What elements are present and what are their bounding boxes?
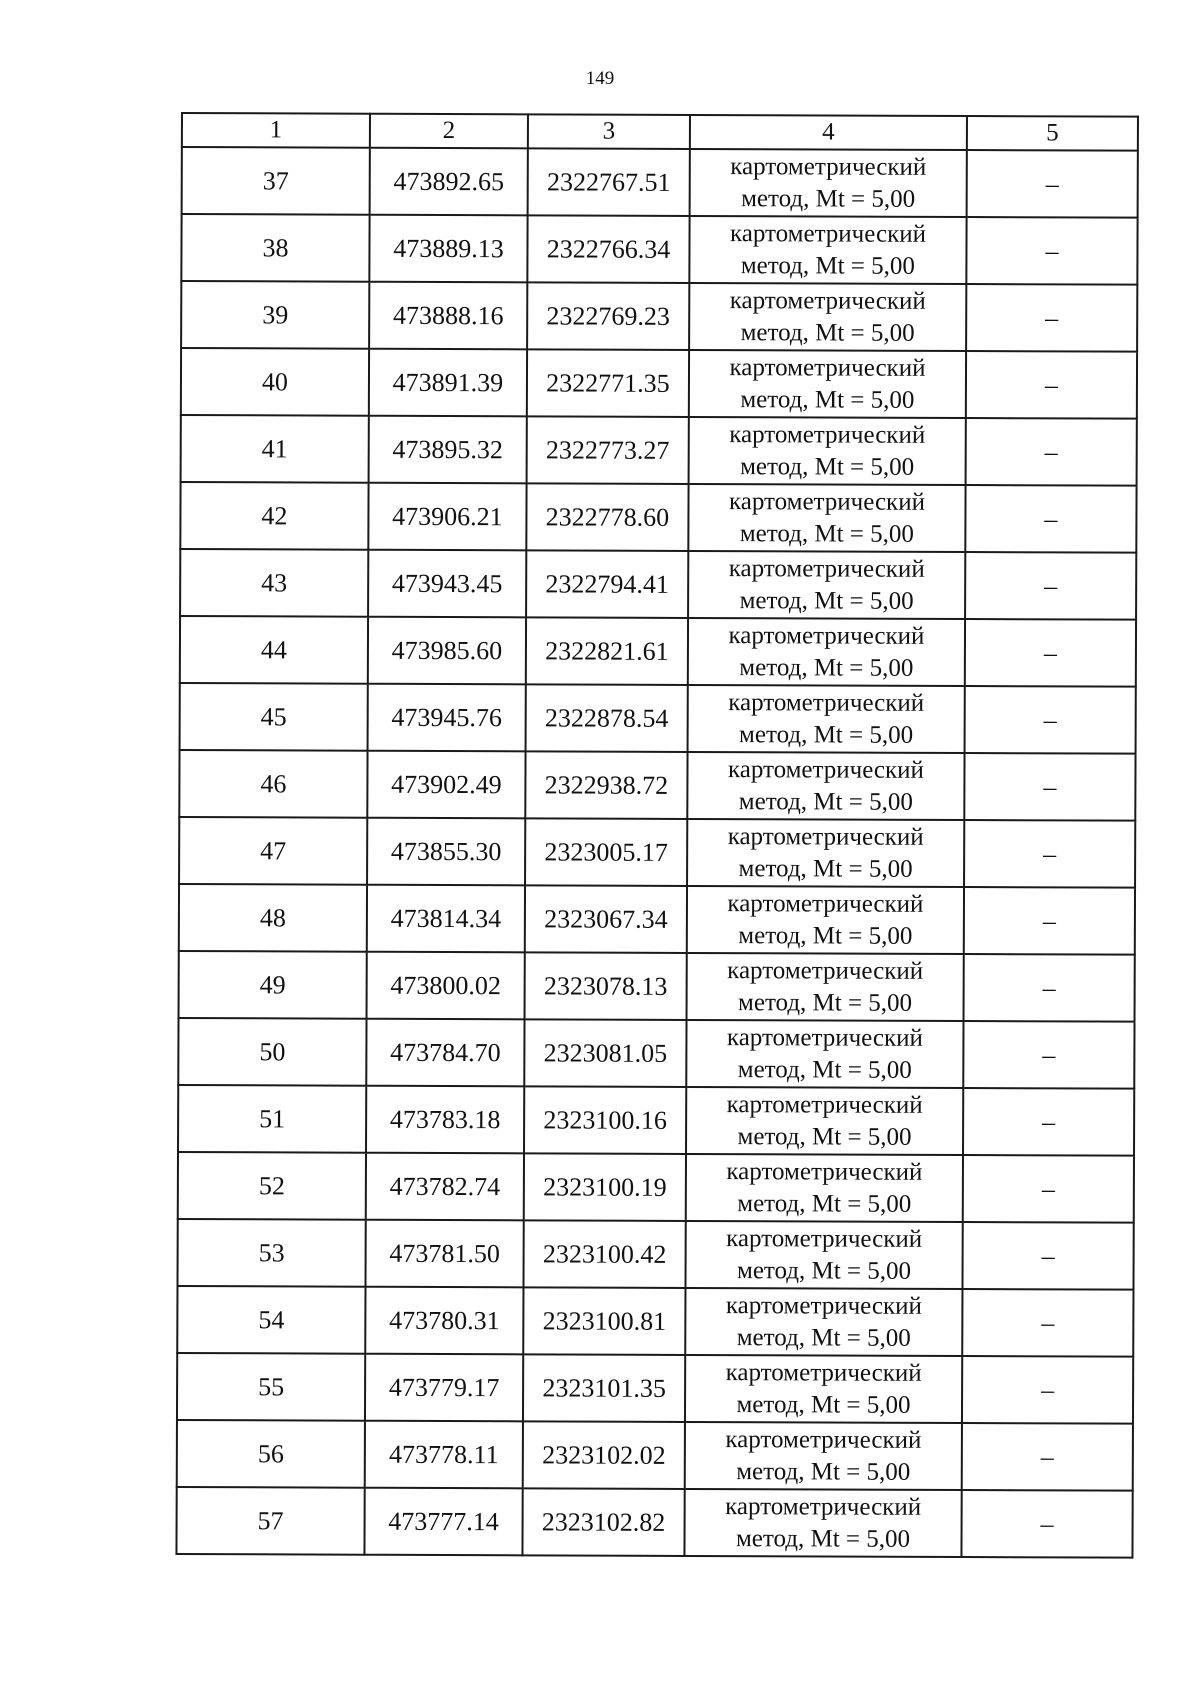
method-accuracy: метод, Mt = 5,00 bbox=[737, 1055, 912, 1084]
method-accuracy: метод, Mt = 5,00 bbox=[736, 1457, 911, 1486]
method-cell bbox=[685, 1288, 962, 1356]
method-cell bbox=[688, 484, 965, 552]
method-name: картометрический bbox=[727, 822, 924, 851]
method-cell bbox=[689, 283, 966, 351]
method-accuracy: метод, Mt = 5,00 bbox=[739, 519, 914, 548]
point-number-cell: 43 bbox=[180, 549, 368, 617]
column-header-3: 3 bbox=[528, 114, 690, 149]
point-number-cell: 37 bbox=[182, 147, 370, 215]
note-cell: – bbox=[966, 351, 1137, 419]
x-coordinate-cell: 473779.17 bbox=[365, 1354, 523, 1422]
method-accuracy: метод, Mt = 5,00 bbox=[738, 787, 913, 816]
table-row bbox=[180, 616, 1136, 687]
method-cell bbox=[686, 1087, 963, 1155]
x-coordinate-cell: 473892.65 bbox=[370, 148, 528, 216]
table-row bbox=[177, 1353, 1133, 1424]
method-name: картометрический bbox=[725, 1492, 922, 1521]
method-accuracy: метод, Mt = 5,00 bbox=[739, 720, 914, 749]
x-coordinate-cell: 473888.16 bbox=[369, 282, 527, 350]
method-cell bbox=[689, 216, 966, 284]
page-number: 149 bbox=[585, 68, 615, 89]
table-row bbox=[179, 884, 1135, 955]
note-cell: – bbox=[963, 1088, 1134, 1156]
method-cell bbox=[689, 417, 966, 485]
point-number-cell: 48 bbox=[179, 884, 367, 952]
method-name: картометрический bbox=[727, 755, 925, 784]
method-accuracy: метод, Mt = 5,00 bbox=[735, 1524, 911, 1553]
x-coordinate-cell: 473784.70 bbox=[366, 1019, 524, 1087]
y-coordinate-cell: 2322766.34 bbox=[527, 215, 689, 283]
y-coordinate-cell: 2322821.61 bbox=[526, 617, 688, 685]
method-cell bbox=[690, 149, 967, 217]
method-name: картометрический bbox=[728, 554, 925, 583]
x-coordinate-cell: 473780.31 bbox=[365, 1287, 523, 1355]
coordinates-table bbox=[175, 112, 1139, 1559]
point-number-cell: 53 bbox=[177, 1219, 365, 1287]
y-coordinate-cell: 2322771.35 bbox=[527, 349, 689, 417]
y-coordinate-cell: 2323005.17 bbox=[525, 818, 687, 886]
note-cell: – bbox=[962, 1356, 1133, 1424]
note-cell: – bbox=[965, 485, 1136, 553]
method-accuracy: метод, Mt = 5,00 bbox=[736, 1256, 912, 1285]
method-accuracy: метод, Mt = 5,00 bbox=[737, 1122, 912, 1151]
x-coordinate-cell: 473895.32 bbox=[369, 416, 527, 484]
note-cell: – bbox=[965, 619, 1136, 687]
method-accuracy: метод, Mt = 5,00 bbox=[740, 385, 915, 414]
method-cell bbox=[685, 1422, 962, 1490]
table-row bbox=[177, 1420, 1133, 1491]
y-coordinate-cell: 2322794.41 bbox=[526, 550, 688, 618]
point-number-cell: 40 bbox=[181, 348, 369, 416]
point-number-cell: 46 bbox=[179, 750, 367, 818]
method-cell bbox=[685, 1355, 962, 1423]
note-cell: – bbox=[966, 284, 1137, 352]
point-number-cell: 42 bbox=[180, 482, 368, 550]
point-number-cell: 41 bbox=[181, 415, 369, 483]
note-cell: – bbox=[966, 418, 1137, 486]
x-coordinate-cell: 473889.13 bbox=[369, 215, 527, 283]
table-row bbox=[178, 1085, 1134, 1156]
point-number-cell: 54 bbox=[177, 1286, 365, 1354]
table-row bbox=[181, 348, 1137, 419]
y-coordinate-cell: 2323101.35 bbox=[523, 1354, 685, 1422]
note-cell: – bbox=[964, 753, 1135, 821]
note-cell: – bbox=[962, 1289, 1133, 1357]
y-coordinate-cell: 2323102.02 bbox=[523, 1421, 685, 1489]
x-coordinate-cell: 473985.60 bbox=[368, 617, 526, 685]
y-coordinate-cell: 2323100.42 bbox=[523, 1220, 685, 1288]
x-coordinate-cell: 473891.39 bbox=[369, 349, 527, 417]
point-number-cell: 44 bbox=[180, 616, 368, 684]
y-coordinate-cell: 2323102.82 bbox=[522, 1488, 684, 1556]
method-accuracy: метод, Mt = 5,00 bbox=[736, 1390, 911, 1419]
method-cell bbox=[688, 551, 965, 619]
table-row bbox=[178, 1018, 1134, 1089]
method-name: картометрический bbox=[730, 152, 927, 181]
table-row bbox=[177, 1219, 1133, 1290]
note-cell: – bbox=[961, 1490, 1132, 1558]
x-coordinate-cell: 473782.74 bbox=[366, 1153, 524, 1221]
table-row bbox=[179, 951, 1135, 1022]
table-row bbox=[180, 482, 1136, 553]
point-number-cell: 39 bbox=[181, 281, 369, 349]
table-row bbox=[177, 1286, 1133, 1357]
y-coordinate-cell: 2322767.51 bbox=[528, 148, 690, 216]
x-coordinate-cell: 473906.21 bbox=[368, 483, 526, 551]
method-name: картометрический bbox=[725, 1425, 922, 1454]
y-coordinate-cell: 2323100.81 bbox=[523, 1287, 685, 1355]
method-cell bbox=[687, 819, 964, 887]
x-coordinate-cell: 473902.49 bbox=[367, 751, 525, 819]
x-coordinate-cell: 473778.11 bbox=[365, 1421, 523, 1489]
method-name: картометрический bbox=[727, 889, 924, 918]
table-row bbox=[176, 1487, 1132, 1558]
note-cell: – bbox=[965, 552, 1136, 620]
method-name: картометрический bbox=[728, 621, 925, 650]
note-cell: – bbox=[966, 217, 1137, 285]
note-cell: – bbox=[962, 1423, 1133, 1491]
note-cell: – bbox=[965, 686, 1136, 754]
column-header-1: 1 bbox=[182, 113, 370, 148]
method-name: картометрический bbox=[725, 1291, 922, 1320]
point-number-cell: 56 bbox=[177, 1420, 365, 1488]
note-cell: – bbox=[963, 1021, 1134, 1089]
method-accuracy: метод, Mt = 5,00 bbox=[738, 854, 913, 883]
method-accuracy: метод, Mt = 5,00 bbox=[736, 1323, 911, 1352]
method-cell bbox=[689, 350, 966, 418]
note-cell: – bbox=[964, 954, 1135, 1022]
method-name: картометрический bbox=[728, 487, 926, 516]
y-coordinate-cell: 2322938.72 bbox=[525, 751, 687, 819]
table-row bbox=[181, 281, 1137, 352]
method-cell bbox=[687, 953, 964, 1021]
method-cell bbox=[688, 685, 965, 753]
x-coordinate-cell: 473814.34 bbox=[367, 885, 525, 953]
point-number-cell: 50 bbox=[178, 1018, 366, 1086]
method-name: картометрический bbox=[726, 1090, 923, 1119]
x-coordinate-cell: 473855.30 bbox=[367, 818, 525, 886]
column-header-2: 2 bbox=[370, 114, 528, 149]
y-coordinate-cell: 2323100.16 bbox=[524, 1086, 686, 1154]
table-row bbox=[181, 415, 1137, 486]
column-header-5: 5 bbox=[967, 116, 1138, 151]
method-accuracy: метод, Mt = 5,00 bbox=[740, 251, 915, 280]
table-row bbox=[180, 549, 1136, 620]
table-header-row bbox=[182, 113, 1138, 151]
method-cell bbox=[686, 1020, 963, 1088]
y-coordinate-cell: 2323078.13 bbox=[525, 952, 687, 1020]
x-coordinate-cell: 473781.50 bbox=[365, 1220, 523, 1288]
point-number-cell: 57 bbox=[176, 1487, 364, 1555]
method-name: картометрический bbox=[726, 1157, 923, 1186]
point-number-cell: 38 bbox=[181, 214, 369, 282]
y-coordinate-cell: 2322878.54 bbox=[526, 684, 688, 752]
table-body bbox=[176, 147, 1137, 1558]
y-coordinate-cell: 2323067.34 bbox=[525, 885, 687, 953]
x-coordinate-cell: 473777.14 bbox=[364, 1488, 522, 1556]
method-name: картометрический bbox=[725, 1358, 922, 1387]
method-name: картометрический bbox=[726, 1224, 923, 1253]
method-cell bbox=[687, 886, 964, 954]
note-cell: – bbox=[962, 1222, 1133, 1290]
method-accuracy: метод, Mt = 5,00 bbox=[738, 988, 913, 1017]
table-row bbox=[179, 750, 1135, 821]
y-coordinate-cell: 2322778.60 bbox=[526, 483, 688, 551]
method-name: картометрический bbox=[729, 420, 926, 449]
method-cell bbox=[685, 1221, 962, 1289]
method-accuracy: метод, Mt = 5,00 bbox=[739, 586, 914, 615]
method-cell bbox=[686, 1154, 963, 1222]
method-accuracy: метод, Mt = 5,00 bbox=[740, 318, 915, 347]
y-coordinate-cell: 2322773.27 bbox=[527, 416, 689, 484]
note-cell: – bbox=[964, 887, 1135, 955]
table-row bbox=[182, 147, 1138, 218]
x-coordinate-cell: 473945.76 bbox=[368, 684, 526, 752]
method-accuracy: метод, Mt = 5,00 bbox=[741, 184, 916, 213]
point-number-cell: 47 bbox=[179, 817, 367, 885]
table-row bbox=[181, 214, 1137, 285]
y-coordinate-cell: 2323100.19 bbox=[524, 1153, 686, 1221]
method-accuracy: метод, Mt = 5,00 bbox=[740, 452, 915, 481]
column-header-4: 4 bbox=[690, 115, 967, 150]
method-accuracy: метод, Mt = 5,00 bbox=[737, 1189, 912, 1218]
method-name: картометрический bbox=[726, 1023, 923, 1052]
table-row bbox=[180, 683, 1136, 754]
method-name: картометрический bbox=[729, 286, 926, 315]
x-coordinate-cell: 473783.18 bbox=[366, 1086, 524, 1154]
note-cell: – bbox=[963, 1155, 1134, 1223]
method-cell bbox=[687, 752, 964, 820]
table-row bbox=[178, 1152, 1134, 1223]
note-cell: – bbox=[967, 150, 1138, 218]
method-name: картометрический bbox=[729, 353, 926, 382]
point-number-cell: 51 bbox=[178, 1085, 366, 1153]
table-row bbox=[179, 817, 1135, 888]
point-number-cell: 45 bbox=[180, 683, 368, 751]
x-coordinate-cell: 473800.02 bbox=[367, 952, 525, 1020]
method-name: картометрический bbox=[728, 688, 925, 717]
point-number-cell: 49 bbox=[179, 951, 367, 1019]
method-accuracy: метод, Mt = 5,00 bbox=[738, 921, 913, 950]
note-cell: – bbox=[964, 820, 1135, 888]
x-coordinate-cell: 473943.45 bbox=[368, 550, 526, 618]
y-coordinate-cell: 2323081.05 bbox=[524, 1019, 686, 1087]
point-number-cell: 52 bbox=[178, 1152, 366, 1220]
method-cell bbox=[688, 618, 965, 686]
method-name: картометрический bbox=[727, 956, 924, 985]
method-name: картометрический bbox=[729, 219, 927, 248]
method-cell bbox=[684, 1489, 961, 1557]
method-accuracy: метод, Mt = 5,00 bbox=[739, 653, 914, 682]
y-coordinate-cell: 2322769.23 bbox=[527, 282, 689, 350]
point-number-cell: 55 bbox=[177, 1353, 365, 1421]
